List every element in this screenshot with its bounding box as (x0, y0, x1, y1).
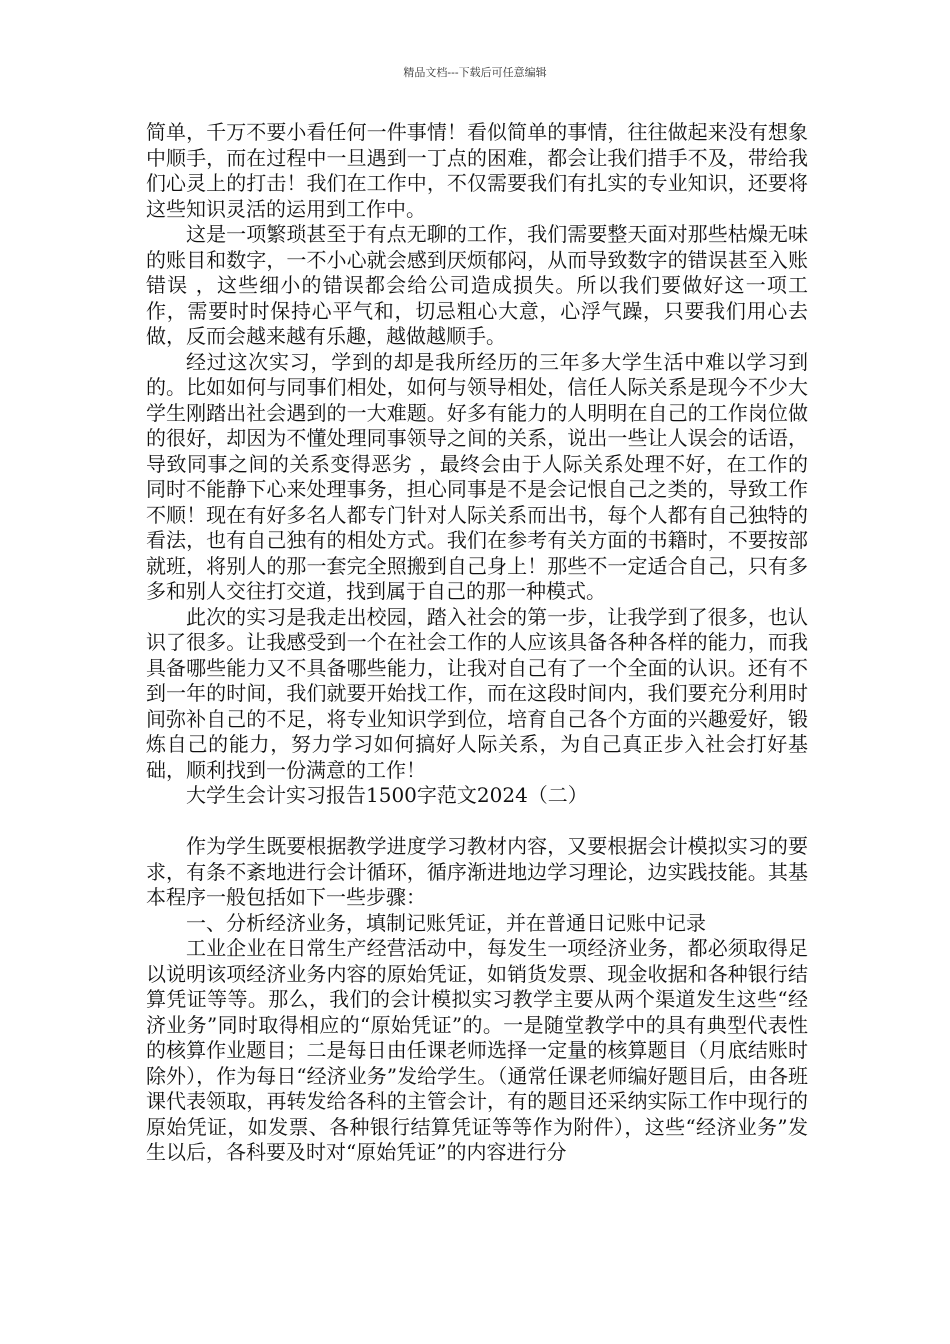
page-header: 精品文档---下载后可任意编辑 (403, 66, 547, 79)
paragraph-3: 经过这次实习，学到的却是我所经历的三年多大学生活中难以学习到的。比如如何与同事们相处，如何与领导相处，信任人际关系是现今不少大学生刚踏出社会遇到的一大难题。好多有能力的人明明在自己的工作岗位做的很好，却因为不懂处理同事领导之间的关系，说出一些让人误会的话语，导致同事之间的关系变得恶劣 ，最终会由于人际关系处理不好，在工作的同时不能静下心来处理事务，担心同事是不是会记恨自己之类的，导致工作不顺！现在有好多名人都专门针对人际关系而出书，每个人都有自己独特的看法，也有自己独有的相处方式。我们在参考有关方面的书籍时，不要按部就班，将别人的那一套完全照搬到自己身上！那些不一定适合自己，只有多多和别人交往打交道，找到属于自己的那一种模式。 (146, 349, 808, 603)
paragraph-6: 工业企业在日常生产经营活动中，每发生一项经济业务，都必须取得足以说明该项经济业务内容的原始凭证，如销货发票、现金收据和各种银行结算凭证等等。那么，我们的会计模拟实习教学主要从两个渠道发生这些“经济业务”同时取得相应的“原始凭证”的。一是随堂教学中的具有典型代表性的核算作业题目；二是每日由任课老师选择一定量的核算题目（月底结账时除外），作为每日“经济业务”发给学生。（通常任课老师编好题目后，由各班课代表领取，再转发给各科的主管会计，有的题目还采纳实际工作中现行的原始凭证，如发票、各种银行结算凭证等等作为附件），这些“经济业务”发生以后，各科要及时对“原始凭证”的内容进行分 (146, 936, 808, 1164)
blank-line (146, 809, 808, 835)
section-title: 大学生会计实习报告1500字范文2024（二） (186, 783, 588, 807)
paragraph-4: 此次的实习是我走出校园，踏入社会的第一步，让我学到了很多，也认识了很多。让我感受到一个在社会工作的人应该具备各种各样的能力，而我具备哪些能力又不具备哪些能力，让我对自己有了一个全面的认识。还有不到一年的时间，我们就要开始找工作，而在这段时间内，我们要充分利用时间弥补自己的不足，将专业知识学到位，培育自己各个方面的兴趣爱好，锻炼自己的能力，努力学习如何搞好人际关系，为自己真正步入社会打好基础，顺利找到一份满意的工作！ (146, 604, 808, 782)
document-body (146, 120, 808, 1166)
paragraph-5: 作为学生既要根据教学进度学习教材内容，又要根据会计模拟实习的要求，有条不紊地进行会计循环，循序渐进地边学习理论，边实践技能。其基本程序一般包括如下一些步骤： (146, 834, 808, 909)
paragraph-1: 简单，千万不要小看任何一件事情！看似简单的事情，往往做起来没有想象中顺手，而在过程中一旦遇到一丁点的困难，都会让我们措手不及，带给我们心灵上的打击！我们在工作中，不仅需要我们有扎实的专业知识，还要将这些知识灵活的运用到工作中。 (146, 120, 808, 221)
step-heading: 一、分析经济业务，填制记账凭证，并在普通日记账中记录 (186, 910, 706, 935)
paragraph-2: 这是一项繁琐甚至于有点无聊的工作，我们需要整天面对那些枯燥无味的账目和数字，一不小心就会感到厌烦郁闷，从而导致数字的错误甚至入账错误 ，这些细小的错误都会给公司造成损失。所以我们要做好这一项工作，需要时时保持心平气和，切忌粗心大意，心浮气躁，只要我们用心去做，反而会越来越有乐趣，越做越顺手。 (146, 222, 808, 348)
